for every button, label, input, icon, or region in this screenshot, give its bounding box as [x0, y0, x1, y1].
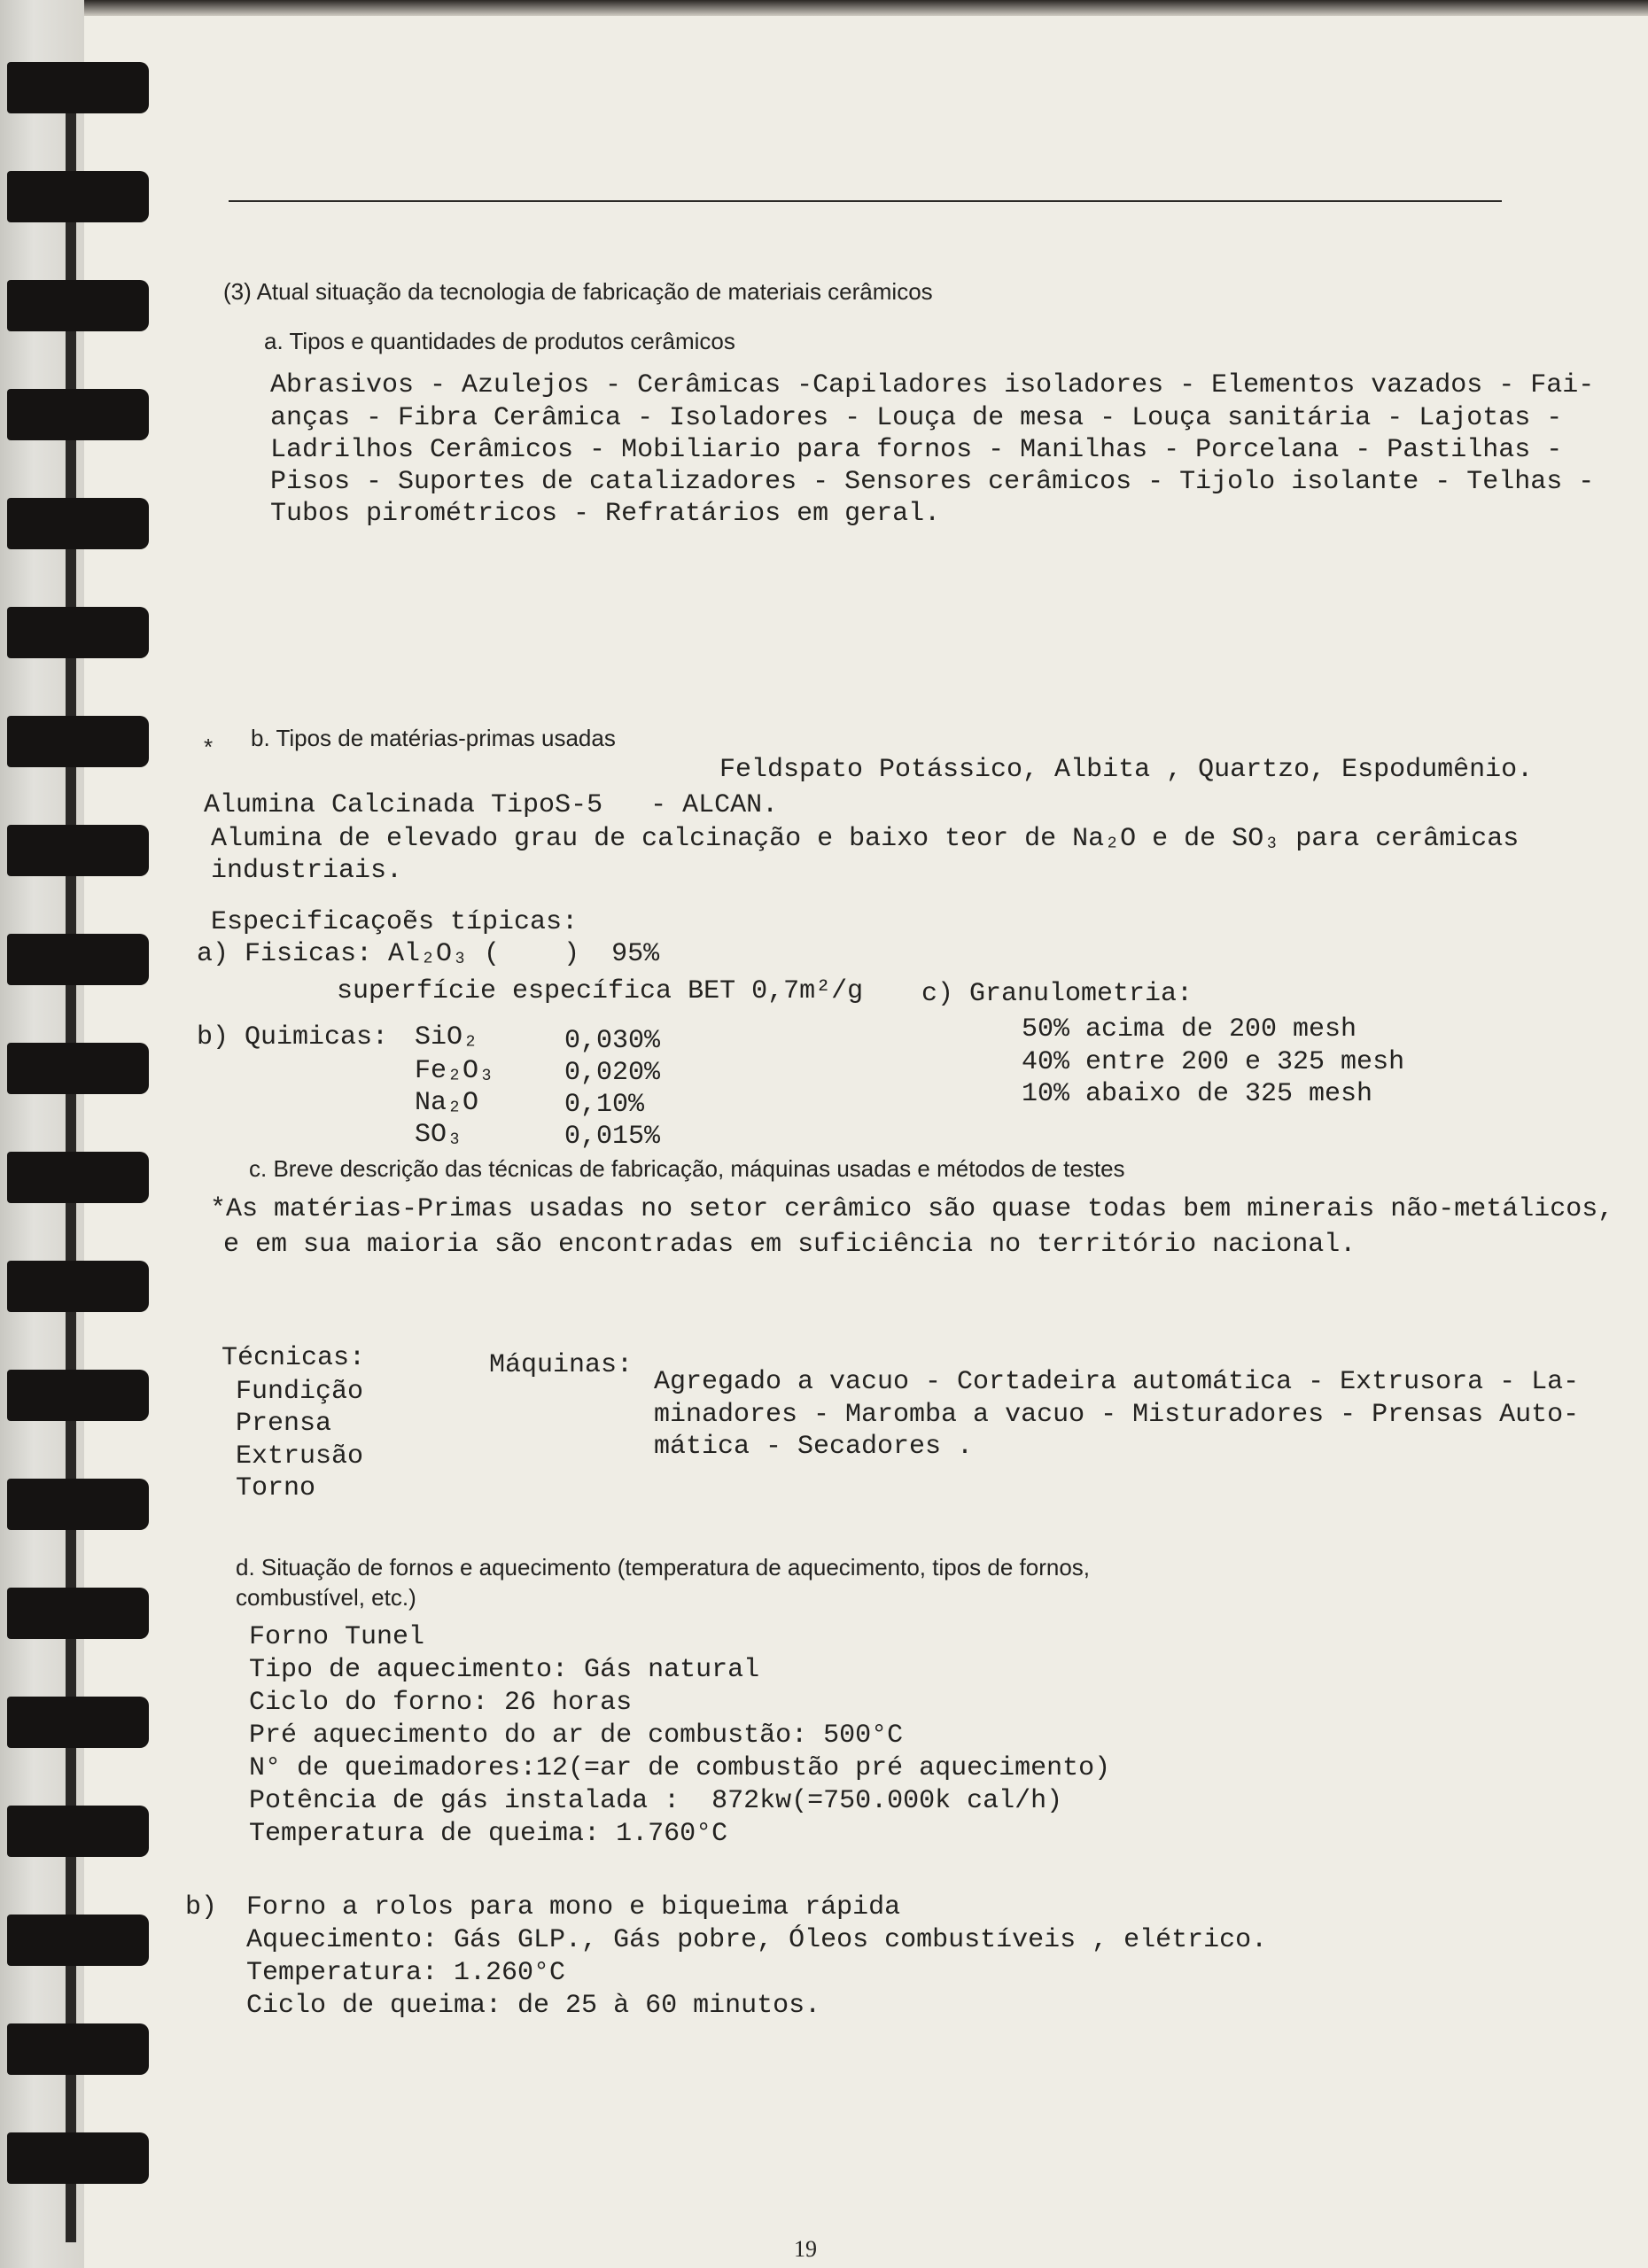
products-line: Pisos - Suportes de catalizadores - Sensores cerâmicos - Tijolo isolante - Telhas - — [270, 467, 1595, 497]
subsection-d-heading: d. Situação de fornos e aquecimento (temperatura de aquecimento, tipos de fornos, — [236, 1554, 1091, 1581]
kiln-line: Forno a rolos para mono e biqueima rápida — [246, 1892, 901, 1922]
machines-line: Agregado a vacuo - Cortadeira automática - Extrusora - La- — [654, 1367, 1580, 1397]
alumina-line: Alumina Calcinada TipoS-5 - ALCAN. — [204, 790, 779, 820]
kiln-line: Aquecimento: Gás GLP., Gás pobre, Óleos combustíveis , elétrico. — [246, 1925, 1268, 1955]
binding-ring — [7, 1479, 149, 1530]
products-line: Tubos pirométricos - Refratários em geral. — [270, 499, 941, 529]
binding-ring — [7, 280, 149, 331]
machines-line: mática - Secadores . — [654, 1432, 974, 1462]
granulometry-item: 10% abaixo de 325 mesh — [1022, 1079, 1373, 1109]
binding-ring — [7, 1043, 149, 1094]
technique-item: Prensa — [236, 1409, 332, 1439]
machines-line: minadores - Maromba a vacuo - Misturadores - Prensas Auto- — [654, 1400, 1580, 1430]
binding-ring — [7, 498, 149, 549]
binding-ring — [7, 1261, 149, 1312]
granulometry-title: c) Granulometria: — [921, 979, 1193, 1009]
technique-item: Torno — [236, 1473, 316, 1503]
kiln-line: Tipo de aquecimento: Gás natural — [249, 1655, 760, 1685]
chemical-value: 0,030% — [564, 1026, 661, 1056]
subsection-d-heading: combustível, etc.) — [236, 1584, 416, 1611]
chemical-formula: SiO₂ — [415, 1022, 479, 1052]
binding-ring — [7, 2023, 149, 2075]
alumina-description: Alumina de elevado grau de calcinação e baixo teor de Na₂O e de SO₃ para cerâmicas — [211, 824, 1520, 854]
binding-ring — [7, 1370, 149, 1421]
kiln-line: Forno Tunel — [249, 1622, 425, 1652]
scan-top-shadow — [0, 0, 1648, 16]
binding-ring — [7, 62, 149, 113]
kiln-line: Temperatura de queima: 1.760°C — [249, 1819, 728, 1849]
chemical-value: 0,020% — [564, 1058, 661, 1088]
asterisk-mark: * — [204, 734, 214, 760]
chemical-formula: Na₂O — [415, 1088, 479, 1118]
binding-ring — [7, 1588, 149, 1639]
binding-ring — [7, 825, 149, 876]
binding-ring — [7, 1806, 149, 1857]
binding-ring — [7, 934, 149, 985]
machines-title: Máquinas: — [489, 1350, 634, 1380]
section-heading: (3) Atual situação da tecnologia de fabricação de materiais cerâmicos — [223, 278, 933, 305]
granulometry-item: 40% entre 200 e 325 mesh — [1022, 1047, 1405, 1077]
products-line: anças - Fibra Cerâmica - Isoladores - Louça de mesa - Louça sanitária - Lajotas - — [270, 403, 1563, 433]
specifications-title: Especificaçoẽs típicas: — [211, 907, 579, 937]
subsection-b-heading: b. Tipos de matérias-primas usadas — [251, 725, 616, 751]
chemical-label: b) Quimicas: — [197, 1022, 389, 1052]
binding-ring — [7, 716, 149, 767]
kiln-line: Potência de gás instalada : 872kw(=750.000k cal/h) — [249, 1786, 1063, 1816]
kiln2-marker: b) — [185, 1892, 218, 1922]
binding-ring — [7, 389, 149, 440]
chemical-value: 0,10% — [564, 1090, 645, 1120]
horizontal-rule — [229, 200, 1502, 202]
physical-spec: a) Fisicas: Al₂O₃ ( ) 95% — [197, 939, 660, 969]
page-number: 19 — [794, 2236, 817, 2262]
note-line: e em sua maioria são encontradas em suficiência no território nacional. — [223, 1230, 1356, 1260]
products-line: Abrasivos - Azulejos - Cerâmicas -Capiladores isoladores - Elementos vazados - Fai- — [270, 370, 1595, 400]
alumina-description: industriais. — [211, 856, 403, 886]
note-line: *As matérias-Primas usadas no setor cerâmico são quase todas bem minerais não-metálicos, — [210, 1194, 1614, 1224]
technique-item: Extrusão — [236, 1441, 364, 1472]
subsection-a-heading: a. Tipos e quantidades de produtos cerâmicos — [264, 328, 735, 354]
granulometry-item: 50% acima de 200 mesh — [1022, 1014, 1357, 1045]
chemical-value: 0,015% — [564, 1122, 661, 1152]
surface-spec: superfície específica BET 0,7m²/g — [337, 976, 864, 1006]
techniques-title: Técnicas: — [222, 1343, 366, 1373]
technique-item: Fundição — [236, 1377, 364, 1407]
binding-ring — [7, 1697, 149, 1748]
binding-ring — [7, 2132, 149, 2184]
binding-ring — [7, 1152, 149, 1203]
kiln-line: Temperatura: 1.260°C — [246, 1958, 566, 1988]
products-line: Ladrilhos Cerâmicos - Mobiliario para fornos - Manilhas - Porcelana - Pastilhas - — [270, 435, 1563, 465]
raw-materials: Feldspato Potássico, Albita , Quartzo, Espodumênio. — [719, 755, 1534, 785]
chemical-formula: Fe₂O₃ — [415, 1056, 495, 1086]
binding-ring — [7, 171, 149, 222]
binding-ring — [7, 607, 149, 658]
chemical-formula: SO₃ — [415, 1120, 463, 1150]
binding-ring — [7, 1915, 149, 1966]
kiln-line: Ciclo do forno: 26 horas — [249, 1688, 633, 1718]
kiln-line: Ciclo de queima: de 25 à 60 minutos. — [246, 1991, 821, 2021]
kiln-line: N° de queimadores:12(=ar de combustão pré aquecimento) — [249, 1753, 1111, 1783]
subsection-c-heading: c. Breve descrição das técnicas de fabricação, máquinas usadas e métodos de testes — [249, 1155, 1125, 1182]
kiln-line: Pré aquecimento do ar de combustão: 500°C — [249, 1720, 904, 1751]
